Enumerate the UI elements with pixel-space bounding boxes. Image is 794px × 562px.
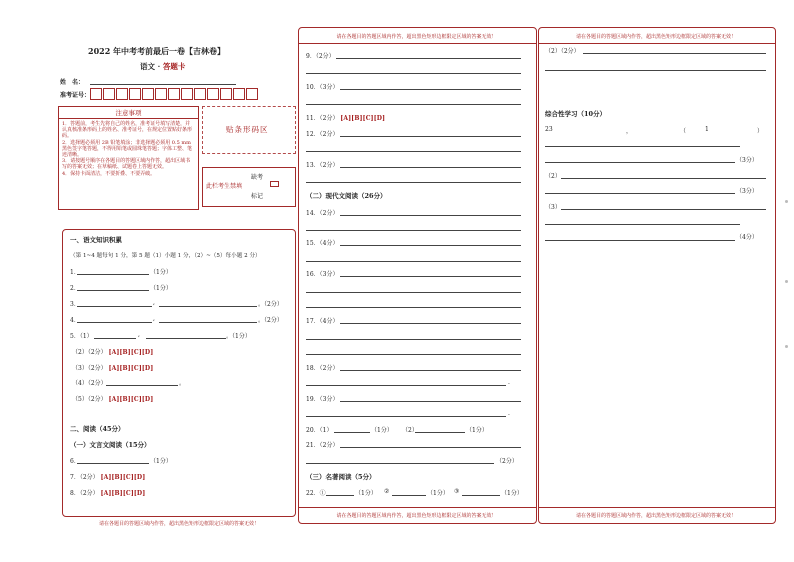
name-field[interactable]: [90, 84, 236, 85]
q4-answer-line-2[interactable]: [159, 322, 257, 323]
q17-answer-line-1[interactable]: [340, 323, 521, 324]
subject-name: 语文: [140, 62, 155, 71]
q21-answer-line-1[interactable]: [340, 447, 521, 448]
q8-label: [70, 488, 145, 497]
q16-answer-line-1[interactable]: [340, 276, 521, 277]
q9-label: 9．（2分）: [306, 53, 335, 60]
q6-answer-line[interactable]: [77, 463, 149, 464]
q22-score-1: （1分）: [355, 490, 377, 497]
q20-answer-line-1[interactable]: [334, 432, 370, 433]
q19-answer-line-2[interactable]: [306, 416, 506, 417]
q5-4-answer-line[interactable]: [106, 385, 178, 386]
q12-answer-line-2[interactable]: [306, 151, 521, 152]
q23-3-score: （4分）: [736, 234, 758, 241]
section-1-title: 一、语文知识积累: [70, 236, 122, 244]
subject-title: [140, 61, 185, 72]
notice-item-2: 2．选择题必须用 2B 铅笔填涂；非选择题必须用 0.5 mm 黑色签字笔答题，不得用铅笔或圆珠笔答题；字体工整、笔迹清晰。: [62, 139, 193, 159]
q7-text: 7．（2分）: [70, 474, 99, 481]
q14-label: 14．（2分）: [306, 210, 339, 217]
name-label: 姓 名：: [60, 79, 85, 86]
q15-answer-line-1[interactable]: [340, 245, 521, 246]
notice-item-4: 4．保持卡面清洁，不要折叠、不要弄破。: [62, 170, 156, 177]
q6-label: 6．: [70, 458, 80, 465]
q5-5-label: [72, 394, 153, 403]
q23-1-score: （3分）: [736, 157, 758, 164]
q15-answer-line-2[interactable]: [306, 261, 521, 262]
q20-answer-line-2[interactable]: [415, 432, 465, 433]
q18-dot: .: [508, 379, 510, 386]
q5-answer-line-1[interactable]: [94, 338, 136, 339]
q20-label: 20．（1）: [306, 427, 333, 434]
q13-answer-line-1[interactable]: [340, 167, 521, 168]
q5-5-options[interactable]: [A][B][C][D]: [108, 396, 154, 403]
q3-label: 3．: [70, 301, 80, 308]
barcode-label: 贴条形码区: [226, 125, 269, 134]
q20-part-2: （2）: [402, 427, 418, 434]
q15-label: 15．（4分）: [306, 240, 339, 247]
q18-label: 18．（2分）: [306, 365, 339, 372]
q1-label: 1．: [70, 269, 80, 276]
q14-answer-line-1[interactable]: [340, 215, 521, 216]
section-1-note: （第 1~4 题每句 1 分，第 5 题（1）小题 1 分，（2）~（5）每小题 2 分）: [70, 253, 261, 259]
col3-bottom-divider: [538, 507, 775, 508]
binding-mark-3: [785, 345, 788, 348]
q23-1-answer-line-1[interactable]: [545, 146, 740, 147]
q12-answer-line-1[interactable]: [340, 136, 521, 137]
q22-score-3: （1分）: [501, 490, 523, 497]
q11-options[interactable]: [A][B][C][D]: [340, 115, 386, 122]
q5-score: 。（1分）: [226, 333, 251, 340]
section-2-title: 二、阅读（45分）: [70, 425, 125, 433]
absent-mark-2: 标记: [251, 193, 264, 200]
q9-answer-line-1[interactable]: [336, 58, 521, 59]
col3-top-divider: [538, 43, 775, 44]
ticket-label: 准考证号：: [60, 92, 91, 99]
section-3-title: 综合性学习（10分）: [545, 110, 607, 118]
q23-3-answer-line-3[interactable]: [545, 240, 735, 241]
q10-answer-line-1[interactable]: [340, 89, 521, 90]
q5-4-dot: 。: [179, 380, 186, 387]
q23-label: 23: [545, 126, 553, 133]
warning-col3-top: 请在各题目的答题区域内作答，超出黑色矩形边框限定区域的答案无效！: [575, 34, 736, 40]
answer-box-3: [538, 27, 776, 524]
q23-2-label: （2）: [545, 173, 561, 180]
warning-col2-top: 请在各题目的答题区域内作答，超出黑色矩形边框限定区域的答案无效！: [336, 34, 497, 40]
q16-answer-line-2[interactable]: [306, 292, 521, 293]
exam-title: 2022 年中考考前最后一卷【吉林卷】: [88, 46, 226, 56]
q18-answer-line-1[interactable]: [340, 370, 521, 371]
ticket-number-boxes[interactable]: [90, 88, 258, 100]
absent-checkbox[interactable]: [270, 181, 279, 187]
subsection-2-title: （二）现代文阅读（26分）: [306, 192, 387, 200]
col2-bottom-divider: [298, 507, 536, 508]
q5-3-label: [72, 363, 153, 372]
q18-answer-line-2[interactable]: [306, 385, 506, 386]
q22-mark-2: ②: [384, 488, 390, 495]
card-name: 答题卡: [162, 62, 186, 71]
q20-score-2: （1分）: [466, 427, 488, 434]
q4-comma: ,: [153, 315, 155, 322]
q23-2-answer-line-1[interactable]: [561, 178, 766, 179]
q12-label: 12．（2分）: [306, 131, 339, 138]
q5-2-label: [72, 347, 153, 356]
q23-number: 1: [705, 126, 709, 133]
q19-dot: .: [508, 410, 510, 417]
q5-answer-line-2[interactable]: [146, 338, 226, 339]
notice-title: 注意事项: [59, 107, 198, 119]
q23-2-answer-line-2[interactable]: [545, 193, 735, 194]
absent-mark-1: 缺考: [251, 174, 264, 181]
q5-2-options[interactable]: [A][B][C][D]: [108, 349, 154, 356]
q17-label: 17．（4分）: [306, 318, 339, 325]
q19-label: 19．（3分）: [306, 396, 339, 403]
binding-mark-1: [785, 200, 788, 203]
absent-note: 此栏考生禁填: [206, 183, 243, 190]
q4-answer-line-1[interactable]: [77, 322, 152, 323]
q5-5-text: （5）（2分）: [72, 396, 107, 403]
warning-col2-bottom: 请在各题目的答题区域内作答，超出黑色矩形边框限定区域的答案无效！: [336, 513, 497, 519]
warning-col3-bottom: 请在各题目的答题区域内作答，超出黑色矩形边框限定区域的答案无效！: [575, 513, 736, 519]
q9-answer-line-2[interactable]: [306, 73, 521, 74]
q23-1-answer-line-2[interactable]: [545, 162, 735, 163]
q21-label: 21．（2分）: [306, 442, 339, 449]
q23-paren-open: （: [680, 128, 687, 135]
q1-score: （1分）: [150, 269, 172, 276]
notice-item-3: 3．请按题号顺序在各题目的答题区域内作答，超出区域书写的答案无效；在草稿纸、试题卷上答题无效。: [62, 158, 191, 171]
q16-answer-line-3[interactable]: [306, 307, 521, 308]
q3-answer-line-1[interactable]: [77, 306, 152, 307]
q23-3-label: （3）: [545, 204, 561, 211]
q23-3-answer-line-1[interactable]: [561, 209, 766, 210]
notice-box: [58, 106, 199, 210]
q23-comma: ，: [626, 128, 633, 135]
q22-answer-line-2[interactable]: [392, 495, 426, 496]
q13-answer-line-2[interactable]: [306, 182, 521, 183]
q3-answer-line-2[interactable]: [159, 306, 257, 307]
col3-q2-label: （2）（2分）: [545, 48, 580, 55]
q13-label: 13．（2分）: [306, 162, 339, 169]
q5-2-text: （2）（2分）: [72, 349, 107, 356]
q11-label: [306, 113, 385, 122]
q6-score: （1分）: [150, 458, 172, 465]
q23-paren-close: ）: [757, 128, 764, 135]
q17-answer-line-2[interactable]: [306, 339, 521, 340]
q2-score: （1分）: [150, 285, 172, 292]
q7-label: [70, 472, 145, 481]
q5-3-options[interactable]: [A][B][C][D]: [108, 365, 154, 372]
q5-label: 5．（1）: [70, 333, 93, 340]
q5-3-text: （3）（2分）: [72, 365, 107, 372]
q22-mark-3: ③: [454, 488, 460, 495]
q3-score: 。（2分）: [258, 301, 283, 308]
q22-answer-line-1[interactable]: [326, 495, 354, 496]
col3-q2-answer-line-2[interactable]: [545, 70, 766, 71]
q10-answer-line-2[interactable]: [306, 104, 521, 105]
q3-comma: ,: [153, 299, 155, 306]
binding-mark-2: [785, 280, 788, 283]
q21-score: （2分）: [496, 458, 518, 465]
q7-options[interactable]: [A][B][C][D]: [100, 474, 146, 481]
warning-col1-bottom: 请在各题目的答题区域内作答，超出黑色矩形边框限定区域的答案无效！: [98, 521, 259, 527]
q14-answer-line-2[interactable]: [306, 230, 521, 231]
q23-3-answer-line-2[interactable]: [545, 224, 740, 225]
q4-label: 4．: [70, 317, 80, 324]
q2-label: 2．: [70, 285, 80, 292]
q1-answer-line[interactable]: [77, 274, 149, 275]
q8-text: 8．（2分）: [70, 490, 99, 497]
subsection-3-title: （三）名著阅读（5分）: [306, 473, 376, 481]
q22-answer-line-3[interactable]: [462, 495, 500, 496]
q21-answer-line-2[interactable]: [306, 463, 494, 464]
q2-answer-line[interactable]: [77, 290, 149, 291]
q8-options[interactable]: [A][B][C][D]: [100, 490, 146, 497]
col2-top-divider: [298, 43, 536, 44]
q5-comma: ,: [138, 331, 140, 338]
subsection-1-title: （一）文言文阅读（15分）: [70, 441, 151, 449]
q19-answer-line-1[interactable]: [340, 401, 521, 402]
q22-label: 22．①: [306, 490, 326, 497]
q23-2-score: （3分）: [736, 188, 758, 195]
q17-answer-line-3[interactable]: [306, 354, 521, 355]
q20-score-1: （1分）: [371, 427, 393, 434]
q4-score: 。（2分）: [258, 317, 283, 324]
notice-item-1: 1．答题前，考生先将自己的姓名，准考证号填写清楚，并认真核准条形码上的姓名、准考证号，在规定位置贴好条形码。: [62, 121, 193, 140]
q10-label: 10．（3分）: [306, 84, 339, 91]
q5-4-label: （4）（2分）: [72, 380, 107, 387]
q11-text: 11．（2分）: [306, 115, 339, 122]
subject-dot: ·: [157, 62, 161, 71]
col3-q2-answer-line-1[interactable]: [583, 53, 766, 54]
q16-label: 16．（3分）: [306, 271, 339, 278]
q22-score-2: （1分）: [427, 490, 449, 497]
